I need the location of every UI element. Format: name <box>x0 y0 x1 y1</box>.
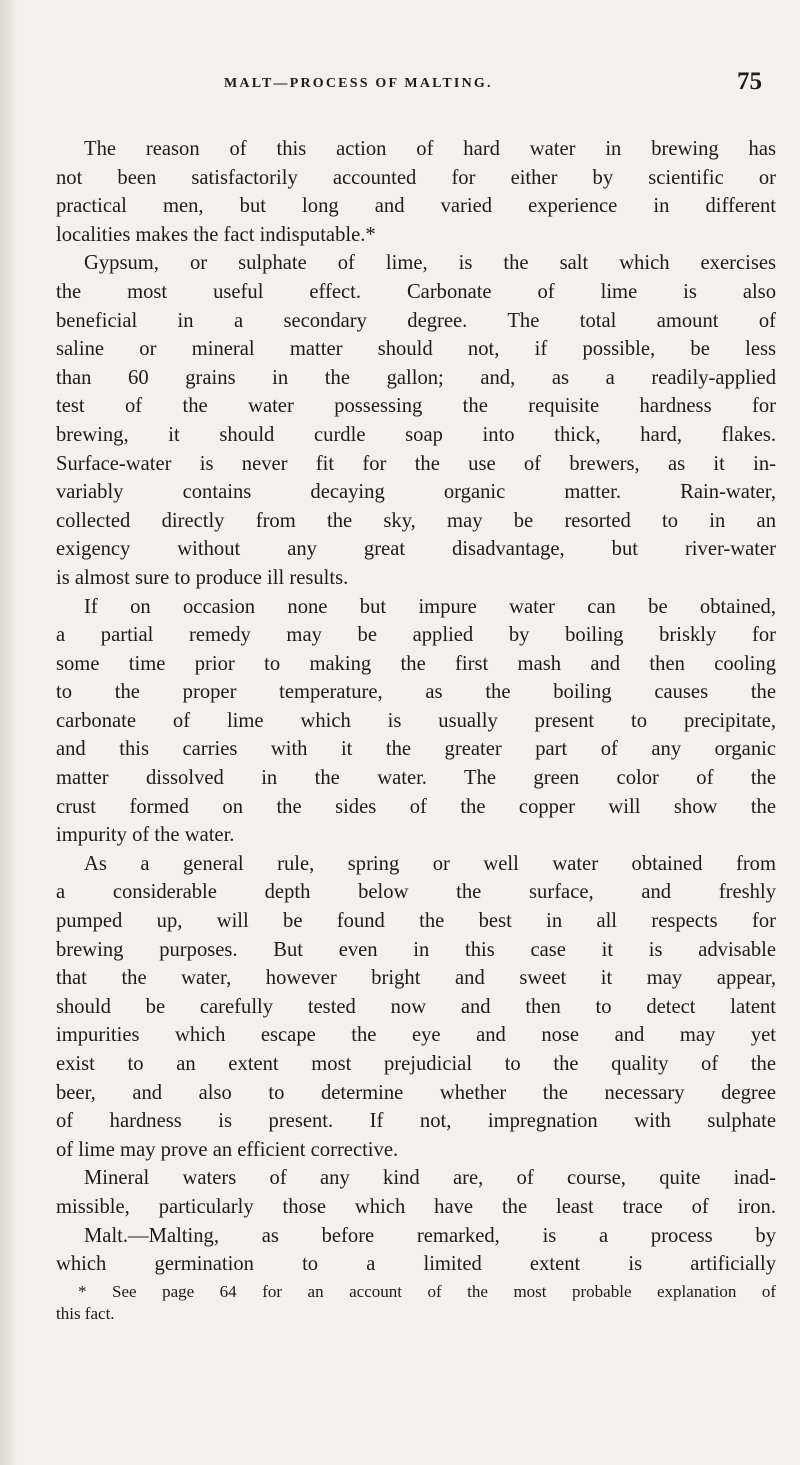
text-line: than 60 grains in the gallon; and, as a readily-applied <box>56 366 776 389</box>
text-line: Mineral waters of any kind are, of course, quite inad- <box>84 1167 776 1190</box>
text-line: As a general rule, spring or well water obtained from <box>84 852 776 875</box>
text-line: of lime may prove an efficient corrective. <box>56 1138 399 1161</box>
text-line: matter dissolved in the water. The green color of the <box>56 767 776 790</box>
text-line: Gypsum, or sulphate of lime, is the salt which exercises <box>84 252 776 275</box>
page-number: 75 <box>737 68 762 95</box>
text-line: a considerable depth below the surface, and freshly <box>56 881 776 904</box>
text-line: localities makes the fact indisputable.* <box>56 223 376 246</box>
text-line: crust formed on the sides of the copper will show the <box>56 795 776 818</box>
text-line: impurity of the water. <box>56 824 235 847</box>
text-line: beneficial in a secondary degree. The total amount of <box>56 309 776 332</box>
gutter-shadow <box>0 0 18 1465</box>
running-head <box>0 68 800 98</box>
text-line: pumped up, will be found the best in all respects for <box>56 910 776 933</box>
text-line: If on occasion none but impure water can be obtained, <box>84 595 776 618</box>
text-line: to the proper temperature, as the boiling causes the <box>56 681 776 704</box>
body-text <box>56 135 776 1325</box>
text-line: missible, particularly those which have the least trace of iron. <box>56 1195 776 1218</box>
text-line: a partial remedy may be applied by boiling briskly for <box>56 624 776 647</box>
text-line: and this carries with it the greater part of any organic <box>56 738 776 761</box>
footnote-line: this fact. <box>56 1303 115 1323</box>
text-line: brewing, it should curdle soap into thick, hard, flakes. <box>56 423 776 446</box>
text-line: which germination to a limited extent is artificially <box>56 1253 776 1276</box>
text-line: exigency without any great disadvantage, but river-water <box>56 538 776 561</box>
text-line: that the water, however bright and sweet it may appear, <box>56 967 776 990</box>
text-line: of hardness is present. If not, impregnation with sulphate <box>56 1110 776 1133</box>
text-line: Malt.—Malting, as before remarked, is a process by <box>84 1224 776 1247</box>
text-line: not been satisfactorily accounted for either by scientific or <box>56 166 776 189</box>
text-line: variably contains decaying organic matter. Rain-water, <box>56 481 776 504</box>
text-line: the most useful effect. Carbonate of lime is also <box>56 280 776 303</box>
text-line: The reason of this action of hard water in brewing has <box>84 138 776 160</box>
text-line: practical men, but long and varied experience in different <box>56 195 776 218</box>
text-line: exist to an extent most prejudicial to the quality of the <box>56 1053 776 1075</box>
text-line: brewing purposes. But even in this case it is advisable <box>56 938 776 961</box>
text-line: collected directly from the sky, may be resorted to in an <box>56 509 776 532</box>
text-line: saline or mineral matter should not, if possible, be less <box>56 338 776 361</box>
text-line: carbonate of lime which is usually present to precipitate, <box>56 709 776 732</box>
text-line: Surface-water is never fit for the use of brewers, as it in- <box>56 452 776 475</box>
text-line: should be carefully tested now and then to detect latent <box>56 995 776 1018</box>
text-line: beer, and also to determine whether the necessary degree <box>56 1081 776 1104</box>
text-line: impurities which escape the eye and nose and may yet <box>56 1024 776 1047</box>
running-title: MALT—PROCESS OF MALTING. <box>224 76 493 91</box>
text-line: is almost sure to produce ill results. <box>56 566 349 589</box>
text-line: test of the water possessing the requisite hardness for <box>56 395 776 418</box>
text-line: some time prior to making the first mash and then cooling <box>56 652 776 675</box>
footnote-line: * See page 64 for an account of the most probable explanation of <box>78 1281 776 1301</box>
